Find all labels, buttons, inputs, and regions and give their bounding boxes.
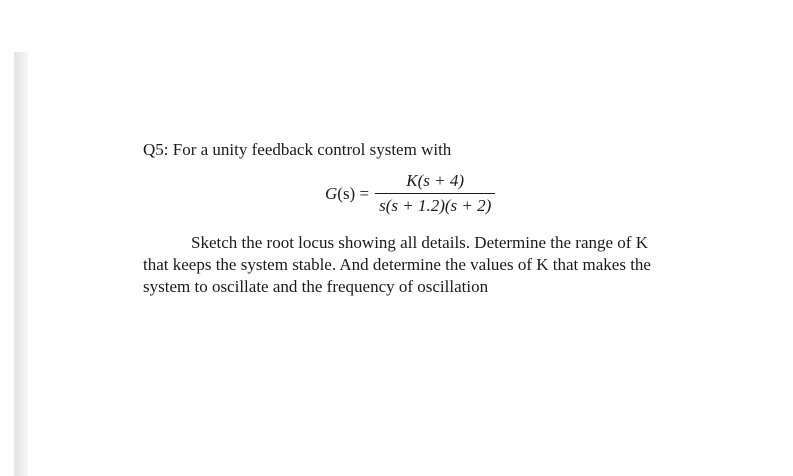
denominator: s(s + 1.2)(s + 2) <box>375 193 495 216</box>
task-paragraph <box>143 232 703 298</box>
question-heading: Q5: For a unity feedback control system with <box>143 140 452 159</box>
function-name: G <box>325 183 338 203</box>
task-line: system to oscillate and the frequency of oscillation <box>143 277 489 296</box>
numerator: K(s + 4) <box>406 171 465 190</box>
function-argument: (s) <box>337 183 356 203</box>
equals-sign: = <box>359 183 370 203</box>
task-line: Sketch the root locus showing all details. Determine the range of K <box>191 233 648 252</box>
transfer-function-equation <box>325 171 495 216</box>
task-line: that keeps the system stable. And determine the values of K that makes the <box>143 255 651 274</box>
equation-lhs <box>325 184 369 204</box>
page-edge-shadow <box>14 52 28 476</box>
left-margin <box>0 0 14 476</box>
fraction <box>375 171 495 216</box>
